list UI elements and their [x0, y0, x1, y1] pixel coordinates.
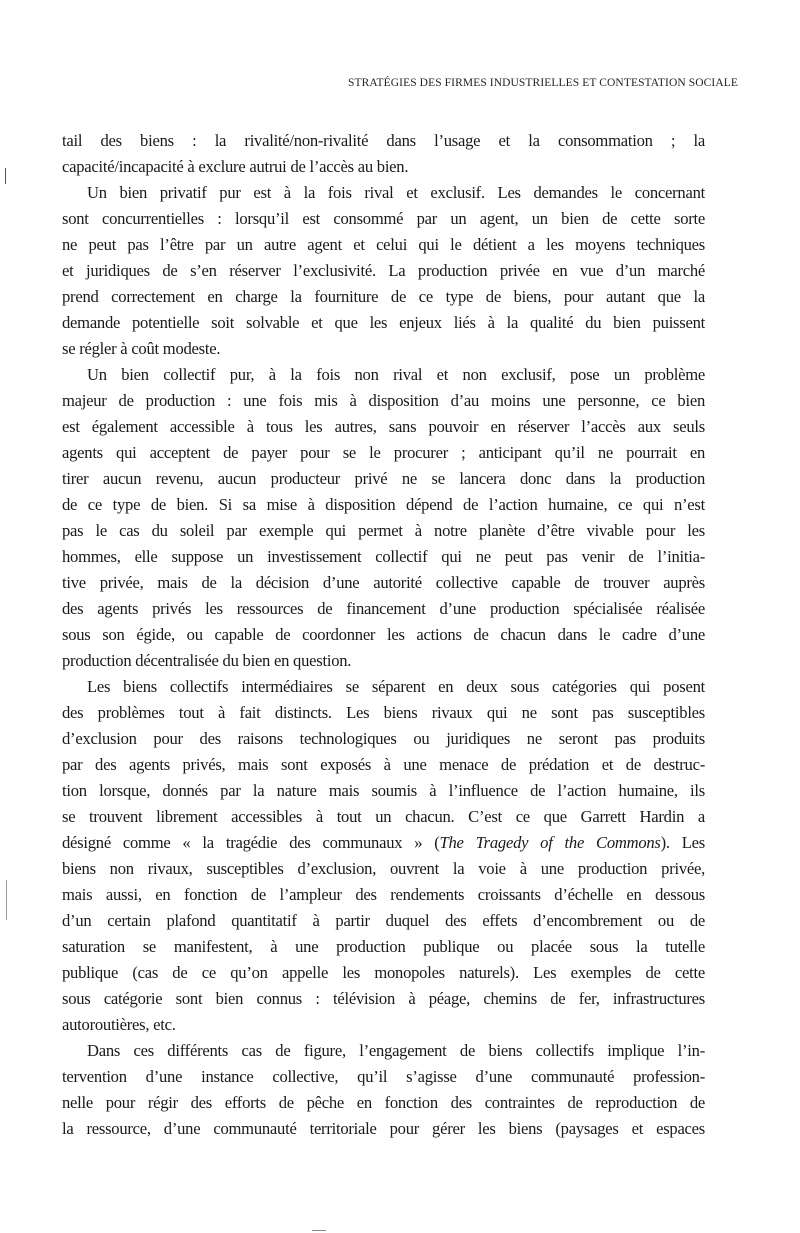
running-header: STRATÉGIES DES FIRMES INDUSTRIELLES ET CONTESTATION SOCIALE: [347, 77, 738, 89]
italic-title: The Tragedy of the Commons: [439, 833, 661, 852]
text-line: se trouvent librement accessibles à tout un chacun. C’est ce que Garrett Hardin a: [62, 807, 705, 826]
text-line: demande potentielle soit solvable et que les enjeux liés à la qualité du bien puissent: [62, 313, 705, 332]
text-line: publique (cas de ce qu’on appelle les monopoles naturels). Les exemples de cette: [62, 963, 705, 982]
paragraph: [62, 1038, 705, 1142]
body-text: [62, 128, 705, 1142]
text-line: agents qui acceptent de payer pour se le procurer ; anticipant qu’il ne pourrait en: [62, 443, 705, 462]
text-line: Un bien privatif pur est à la fois rival et exclusif. Les demandes le concernant: [87, 183, 705, 202]
text-line: majeur de production : une fois mis à disposition d’au moins une personne, ce bien: [62, 391, 705, 410]
text-line: tirer aucun revenu, aucun producteur privé ne se lancera donc dans la production: [62, 469, 705, 488]
text-line: tail des biens : la rivalité/non-rivalité dans l’usage et la consommation ; la: [62, 131, 705, 150]
text-line: pas le cas du soleil par exemple qui permet à notre planète d’être vivable pour les: [62, 521, 705, 540]
text-line: autoroutières, etc.: [62, 1015, 176, 1034]
text-line: biens non rivaux, susceptibles d’exclusion, ouvrent la voie à une production privée,: [62, 859, 705, 878]
text-line: et juridiques de s’en réserver l’exclusivité. La production privée en vue d’un marché: [62, 261, 705, 280]
footer-rule: [312, 1230, 326, 1231]
text-line: [62, 830, 705, 856]
text-line: prend correctement en charge la fourniture de ce type de biens, pour autant que la: [62, 287, 705, 306]
text-line: sous son égide, ou capable de coordonner les actions de chacun dans le cadre d’une: [62, 625, 705, 644]
paragraph: [62, 362, 705, 674]
scan-mark: [5, 168, 6, 184]
text-line: est également accessible à tous les autres, sans pouvoir en réserver l’accès aux seuls: [62, 417, 705, 436]
text-line: mais aussi, en fonction de l’ampleur des rendements croissants d’échelle en dessous: [62, 885, 705, 904]
text-line: de ce type de bien. Si sa mise à disposition dépend de l’action humaine, ce qui n’est: [62, 495, 705, 514]
text-line: des agents privés les ressources de financement d’une production spécialisée réalisée: [62, 599, 705, 618]
text-line: Un bien collectif pur, à la fois non rival et non exclusif, pose un problème: [87, 365, 705, 384]
scan-mark: [6, 880, 7, 920]
text-line: la ressource, d’une communauté territoriale pour gérer les biens (paysages et espaces: [62, 1119, 705, 1138]
text-line: saturation se manifestent, à une production publique ou placée sous la tutelle: [62, 937, 705, 956]
text-line: nelle pour régir des efforts de pêche en fonction des contraintes de reproduction de: [62, 1093, 705, 1112]
text-line: production décentralisée du bien en question.: [62, 651, 352, 670]
text-segment: désigné comme « la tragédie des communaux » (: [62, 833, 440, 852]
text-line: ne peut pas l’être par un autre agent et celui qui le détient a les moyens techniques: [62, 235, 705, 254]
text-line: tive privée, mais de la décision d’une autorité collective capable de trouver auprès: [62, 573, 705, 592]
text-line: par des agents privés, mais sont exposés à une menace de prédation et de destruc-: [62, 755, 705, 774]
text-line: d’exclusion pour des raisons technologiques ou juridiques ne seront pas produits: [62, 729, 705, 748]
text-line: des problèmes tout à fait distincts. Les biens rivaux qui ne sont pas susceptibles: [62, 703, 705, 722]
text-line: hommes, elle suppose un investissement collectif qui ne peut pas venir de l’initia-: [62, 547, 705, 566]
paragraph: [62, 180, 705, 362]
text-segment: ). Les: [660, 833, 705, 852]
text-line: capacité/incapacité à exclure autrui de l’accès au bien.: [62, 157, 409, 176]
text-line: sont concurrentielles : lorsqu’il est consommé par un agent, un bien de cette sorte: [62, 209, 705, 228]
text-line: d’un certain plafond quantitatif à partir duquel des effets d’encombrement ou de: [62, 911, 705, 930]
paragraph: [62, 674, 705, 1038]
text-line: Dans ces différents cas de figure, l’engagement de biens collectifs implique l’in-: [87, 1041, 705, 1060]
text-line: tervention d’une instance collective, qu’il s’agisse d’une communauté profession-: [62, 1067, 705, 1086]
text-line: sous catégorie sont bien connus : télévision à péage, chemins de fer, infrastructures: [62, 989, 705, 1008]
text-line: Les biens collectifs intermédiaires se séparent en deux sous catégories qui posent: [87, 677, 705, 696]
paragraph: [62, 128, 705, 180]
text-line: se régler à coût modeste.: [62, 339, 221, 358]
text-line: tion lorsque, donnés par la nature mais soumis à l’influence de l’action humaine, ils: [62, 781, 705, 800]
